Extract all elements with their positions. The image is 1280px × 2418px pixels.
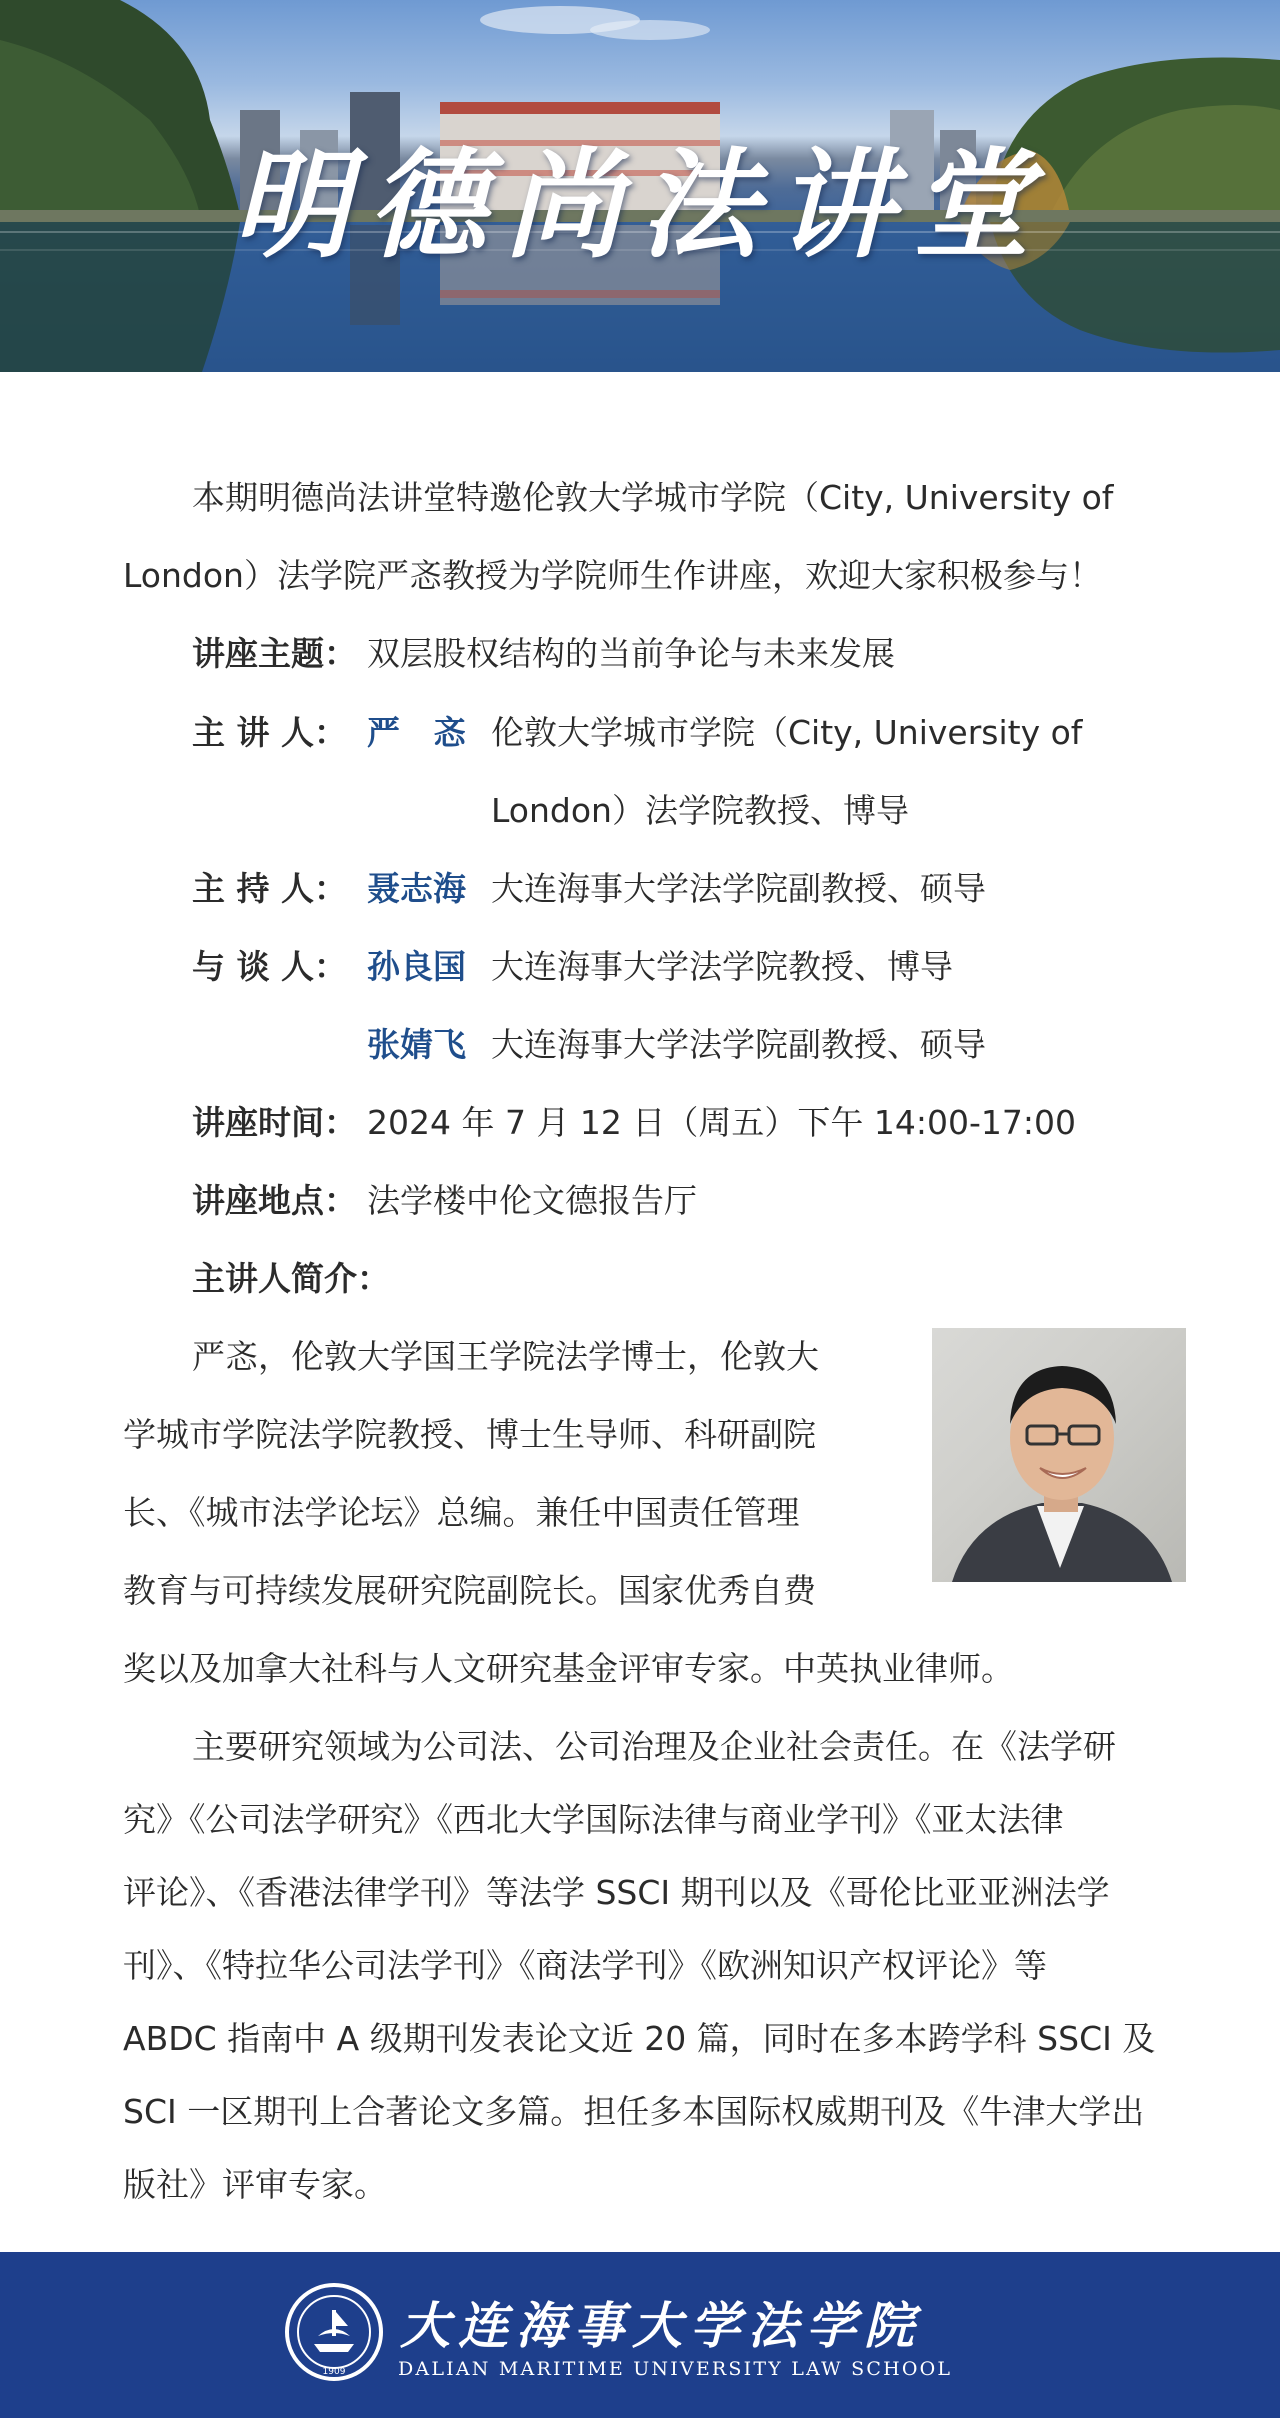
panelist-title-2: 大连海事大学法学院副教授、硕导 [491, 1025, 986, 1064]
research-line-6: SCI 一区期刊上合著论文多篇。担任多本国际权威期刊及《牛津大学出 [123, 2092, 1145, 2131]
time-label: 讲座时间： [192, 1103, 357, 1142]
panelist-name-2: 张婧飞 [367, 1025, 466, 1064]
research-line-2: 究》《公司法学研究》《西北大学国际法律与商业学刊》《亚太法律 [123, 1800, 1064, 1839]
speaker-label: 主 讲 人： [192, 713, 347, 752]
footer-school-name-cn: 大连海事大学法学院 [400, 2296, 922, 2355]
panelist-title-1: 大连海事大学法学院教授、博导 [491, 947, 953, 986]
host-title: 大连海事大学法学院副教授、硕导 [491, 869, 986, 908]
intro-line-1: 本期明德尚法讲堂特邀伦敦大学城市学院（City, University of [192, 478, 1114, 517]
header-banner [0, 0, 1280, 378]
research-line-5: ABDC 指南中 A 级期刊发表论文近 20 篇，同时在多本跨学科 SSCI 及 [123, 2019, 1156, 2058]
research-line-1: 主要研究领域为公司法、公司治理及企业社会责任。在《法学研 [192, 1727, 1116, 1766]
speaker-name: 严 忞 [367, 713, 466, 752]
panelist-name-1: 孙良国 [367, 947, 466, 986]
bio-line-2: 学城市学院法学院教授、博士生导师、科研副院 [123, 1415, 816, 1454]
research-line-3: 评论》、《香港法律学刊》等法学 SSCI 期刊以及《哥伦比亚亚洲法学 [123, 1873, 1110, 1912]
bio-label: 主讲人简介： [192, 1259, 390, 1298]
bio-line-5: 奖以及加拿大社科与人文研究基金评审专家。中英执业律师。 [123, 1649, 1014, 1688]
banner-title: 明德尚法讲堂 [231, 135, 1048, 274]
intro-line-2: London）法学院严忞教授为学院师生作讲座，欢迎大家积极参与！ [123, 556, 1102, 595]
university-seal-logo [284, 2282, 384, 2382]
host-label: 主 持 人： [192, 869, 347, 908]
footer-bar [0, 2252, 1280, 2418]
speaker-title-line-1: 伦敦大学城市学院（City, University of [491, 713, 1083, 752]
research-line-7: 版社》评审专家。 [123, 2165, 387, 2204]
topic-label: 讲座主题： [192, 634, 357, 673]
bio-line-3: 长、《城市法学论坛》总编。兼任中国责任管理 [123, 1493, 800, 1532]
place-value: 法学楼中伦文德报告厅 [367, 1181, 697, 1220]
footer-school-name-en: DALIAN MARITIME UNIVERSITY LAW SCHOOL [398, 2358, 953, 2380]
bio-line-4: 教育与可持续发展研究院副院长。国家优秀自费 [123, 1571, 816, 1610]
topic-value: 双层股权结构的当前争论与未来发展 [367, 634, 895, 673]
place-label: 讲座地点： [192, 1181, 357, 1220]
panel-label: 与 谈 人： [192, 947, 347, 986]
research-line-4: 刊》、《特拉华公司法学刊》《商法学刊》《欧洲知识产权评论》等 [123, 1946, 1047, 1985]
speaker-title-line-2: London）法学院教授、博导 [491, 791, 909, 830]
speaker-photo [932, 1328, 1186, 1582]
host-name: 聂志海 [367, 869, 466, 908]
logo-year: 1909 [322, 2367, 346, 2377]
bio-line-1: 严忞，伦敦大学国王学院法学博士，伦敦大 [192, 1337, 819, 1376]
time-value: 2024 年 7 月 12 日（周五）下午 14:00-17:00 [367, 1103, 1077, 1142]
